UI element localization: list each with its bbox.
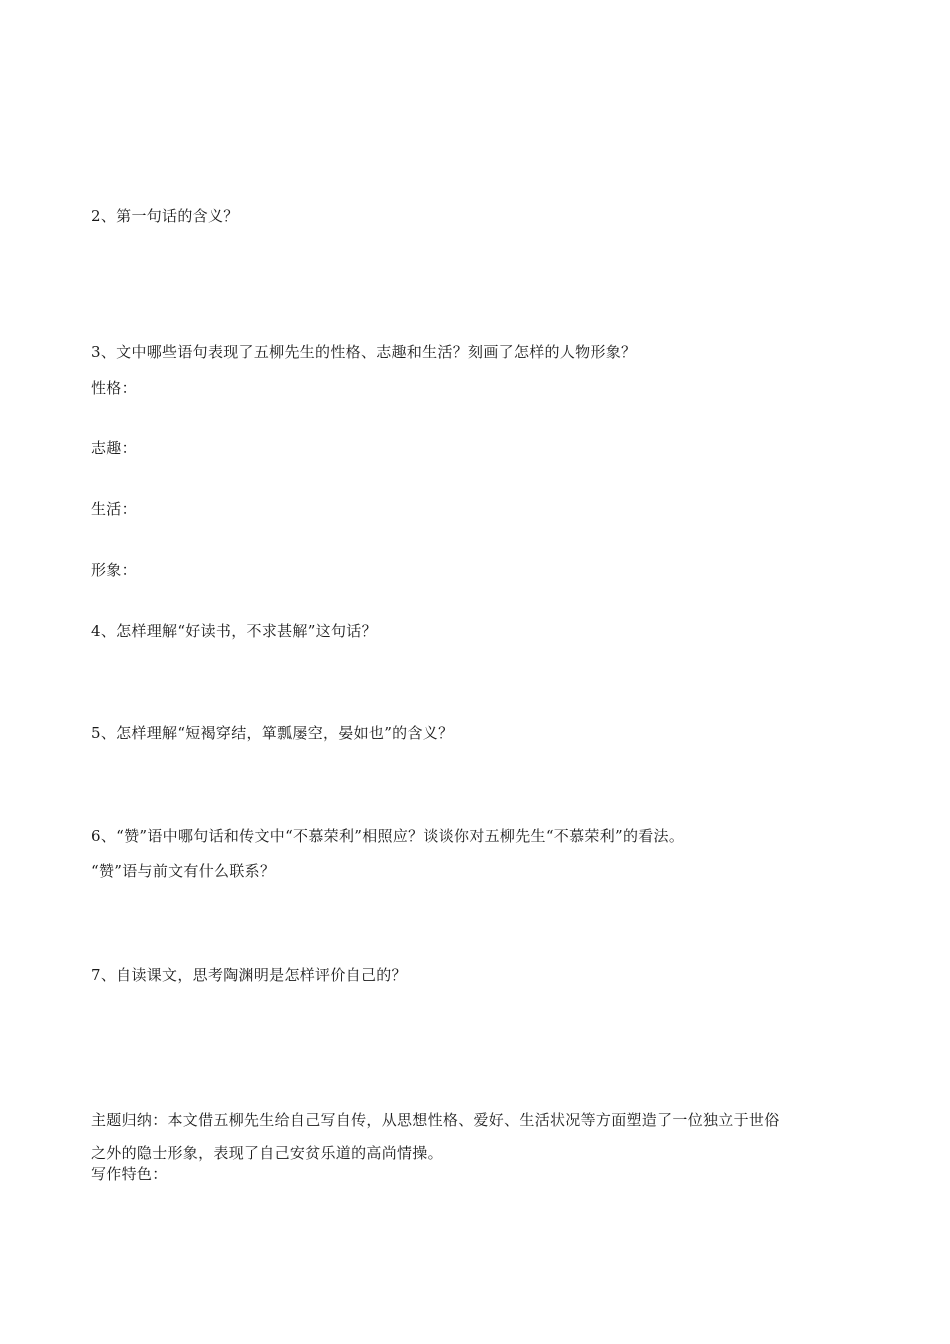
question-5: 5、怎样理解“短褐穿结，箪瓢屡空，晏如也”的含义？ (91, 724, 454, 742)
question-6-line-1: 6、“赞”语中哪句话和传文中“不慕荣利”相照应？谈谈你对五柳先生“不慕荣利”的看法。 (91, 827, 685, 845)
question-4: 4、怎样理解“好读书，不求甚解”这句话？ (91, 622, 377, 640)
question-3-image-label: 形象： (91, 561, 137, 579)
question-6-line-2: “赞”语与前文有什么联系？ (91, 862, 276, 880)
question-3: 3、文中哪些语句表现了五柳先生的性格、志趣和生活？刻画了怎样的人物形象？ (91, 343, 637, 361)
theme-summary-line-1: 主题归纳：本文借五柳先生给自己写自传，从思想性格、爱好、生活状况等方面塑造了一位独立于世俗 (91, 1111, 780, 1129)
question-3-interest-label: 志趣： (91, 439, 137, 457)
question-3-life-label: 生活： (91, 500, 137, 518)
question-7: 7、自读课文，思考陶渊明是怎样评价自己的？ (91, 966, 407, 984)
theme-summary-line-2: 之外的隐士形象，表现了自己安贫乐道的高尚情操。 (91, 1144, 443, 1162)
question-3-personality-label: 性格： (91, 379, 137, 397)
question-2: 2、第一句话的含义？ (91, 207, 239, 225)
writing-features-label: 写作特色： (91, 1165, 168, 1183)
